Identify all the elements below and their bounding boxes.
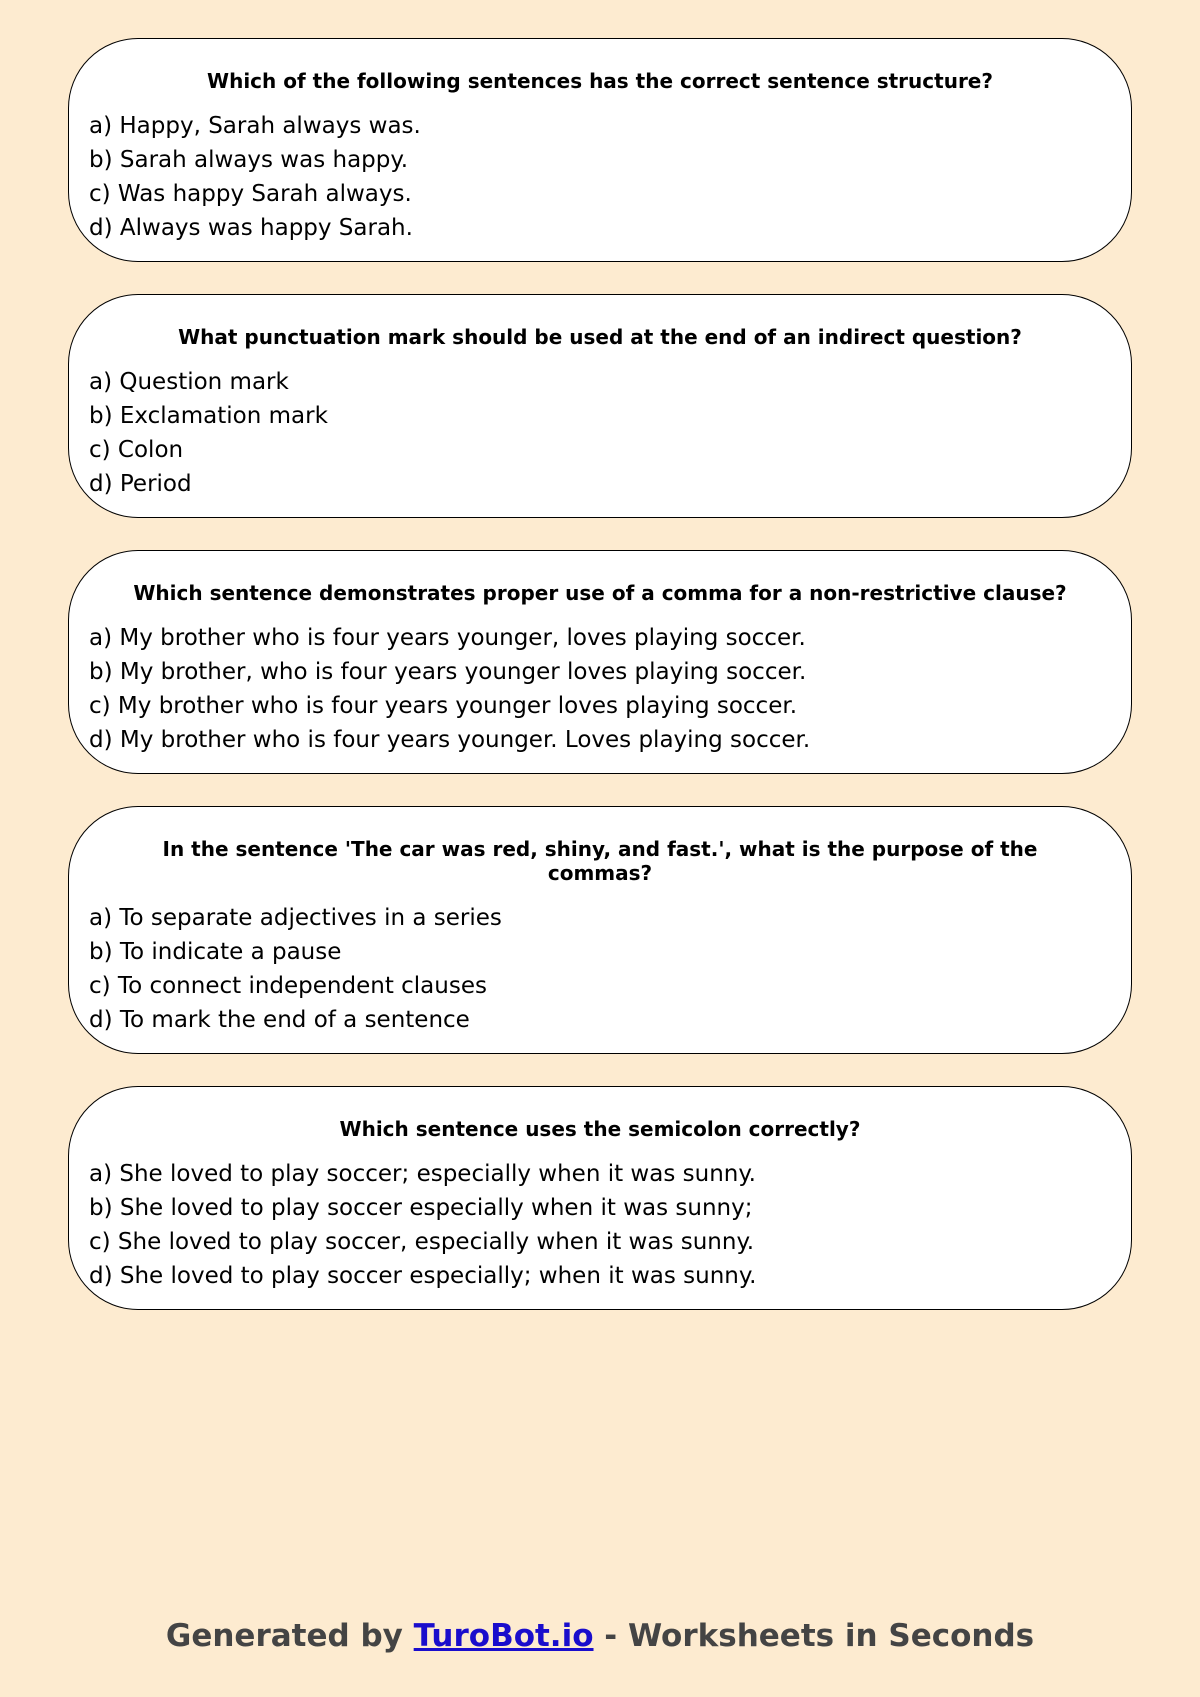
question-card — [68, 806, 1132, 1054]
option-list — [89, 365, 1111, 501]
question-text: In the sentence 'The car was red, shiny, and fast.', what is the purpose of the commas? — [162, 837, 1038, 885]
option-a: a) Question mark — [89, 369, 289, 395]
option-b: b) Sarah always was happy. — [89, 147, 409, 173]
option-a: a) Happy, Sarah always was. — [89, 113, 421, 139]
option-d: d) Always was happy Sarah. — [89, 215, 413, 241]
option-d: d) My brother who is four years younger. Loves playing soccer. — [89, 727, 811, 753]
question-card — [68, 38, 1132, 262]
option-c: c) To connect independent clauses — [89, 973, 487, 999]
question-text: Which sentence uses the semicolon correctly? — [339, 1117, 861, 1141]
question-text: Which of the following sentences has the correct sentence structure? — [207, 69, 993, 93]
option-c: c) Colon — [89, 437, 184, 463]
option-list — [89, 1157, 1111, 1293]
option-list — [89, 109, 1111, 245]
option-a: a) My brother who is four years younger, loves playing soccer. — [89, 625, 806, 651]
option-b: b) Exclamation mark — [89, 403, 328, 429]
option-b: b) My brother, who is four years younger loves playing soccer. — [89, 659, 807, 685]
footer-suffix: - Worksheets in Seconds — [593, 1618, 1035, 1654]
option-list — [89, 901, 1111, 1037]
option-d: d) To mark the end of a sentence — [89, 1007, 470, 1033]
question-text: Which sentence demonstrates proper use of a comma for a non-restrictive clause? — [133, 581, 1067, 605]
question-list — [68, 38, 1132, 1342]
turobot-link[interactable]: TuroBot.io — [413, 1618, 594, 1654]
option-a: a) She loved to play soccer; especially when it was sunny. — [89, 1161, 756, 1187]
question-text: What punctuation mark should be used at the end of an indirect question? — [178, 325, 1022, 349]
question-card — [68, 1086, 1132, 1310]
footer — [0, 1618, 1200, 1654]
option-b: b) To indicate a pause — [89, 939, 342, 965]
footer-prefix: Generated by — [165, 1618, 414, 1654]
option-b: b) She loved to play soccer especially when it was sunny; — [89, 1195, 753, 1221]
option-d: d) Period — [89, 471, 192, 497]
option-c: c) She loved to play soccer, especially when it was sunny. — [89, 1229, 755, 1255]
question-card — [68, 294, 1132, 518]
option-c: c) My brother who is four years younger loves playing soccer. — [89, 693, 798, 719]
option-list — [89, 621, 1111, 757]
question-card — [68, 550, 1132, 774]
option-d: d) She loved to play soccer especially; when it was sunny. — [89, 1263, 757, 1289]
option-a: a) To separate adjectives in a series — [89, 905, 502, 931]
option-c: c) Was happy Sarah always. — [89, 181, 412, 207]
